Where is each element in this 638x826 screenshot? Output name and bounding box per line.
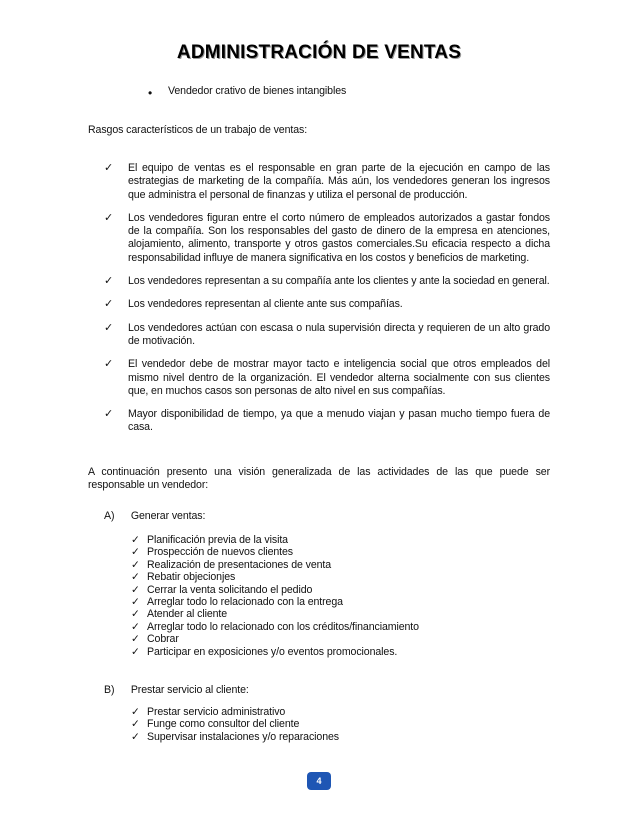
activity-text: Planificación previa de la visita: [147, 534, 288, 546]
checkmark-icon: ✓: [131, 706, 140, 718]
activity-text: Atender al cliente: [147, 608, 228, 621]
list-item: [131, 546, 419, 558]
list-item: [131, 621, 419, 633]
list-item: [131, 608, 419, 620]
activity-text: Arreglar todo lo relacionado con la entrega: [147, 596, 343, 609]
section-label: Prestar servicio al cliente:: [130, 684, 249, 696]
activities-list-generar-ventas: [131, 534, 419, 658]
activity-text: Rebatir objecionjes: [147, 571, 236, 584]
checkmark-icon: ✓: [104, 275, 114, 288]
page-title: ADMINISTRACIÓN DE VENTAS: [176, 42, 462, 63]
trait-text: Los vendedores figuran entre el corto número de empleados autorizados a gastar fondos de la compañía. Son los responsables del gasto de dinero de la empresa en atenciones, alojamiento, alimento, transporte y otros gastos comerciales.Su eficacia respecto a dicha responsabilidad influye de manera significativa en los costos y beneficios de marketing.: [128, 211, 550, 264]
section-heading-generar-ventas: [104, 510, 205, 523]
checkmark-icon: ✓: [104, 162, 114, 174]
activity-text: Realización de presentaciones de venta: [147, 558, 332, 571]
list-item: [131, 731, 339, 743]
list-item: [131, 571, 419, 583]
checkmark-icon: ✓: [131, 608, 140, 621]
intro-paragraph: A continuación presento una visión generalizada de las actividades de las que puede ser responsable un vendedor:: [88, 466, 550, 492]
checkmark-icon: ✓: [131, 534, 140, 546]
traits-heading: Rasgos característicos de un trabajo de ventas:: [88, 124, 308, 136]
checkmark-icon: ✓: [131, 596, 140, 609]
activity-text: Funge como consultor del cliente: [147, 718, 300, 731]
trait-item: [104, 162, 550, 202]
checkmark-icon: ✓: [131, 620, 140, 633]
checkmark-icon: ✓: [104, 298, 114, 311]
checkmark-icon: ✓: [131, 583, 140, 596]
activity-text: Cerrar la venta solicitando el pedido: [147, 583, 313, 596]
checkmark-icon: ✓: [131, 546, 140, 559]
checkmark-icon: ✓: [131, 633, 140, 646]
list-item: [131, 559, 419, 571]
activity-text: Cobrar: [147, 633, 179, 646]
traits-list: [104, 162, 550, 435]
subtitle-bullet-text: Vendedor crativo de bienes intangibles: [168, 85, 347, 97]
activities-list-prestar-servicio: [131, 706, 339, 743]
list-item: [131, 646, 419, 658]
activity-text: Participar en exposiciones y/o eventos promocionales.: [147, 645, 398, 658]
checkmark-icon: ✓: [131, 730, 140, 743]
activity-text: Prestar servicio administrativo: [147, 706, 286, 718]
section-letter: B): [104, 684, 115, 696]
trait-item: [104, 212, 550, 265]
list-item: [131, 718, 339, 730]
list-item: [131, 584, 419, 596]
trait-text: Los vendedores representan al cliente ante sus compañías.: [128, 298, 403, 311]
list-item: [131, 706, 339, 718]
trait-item: [104, 408, 550, 435]
trait-text: El vendedor debe de mostrar mayor tacto e inteligencia social que otros empleados del mismo nivel dentro de la organización. El vendedor alterna socialmente con sus clientes que, en muchos casos son personas de alto nivel en sus compañías.: [128, 358, 550, 397]
activity-text: Supervisar instalaciones y/o reparaciones: [147, 730, 339, 743]
checkmark-icon: ✓: [104, 321, 114, 334]
list-item: [131, 633, 419, 645]
checkmark-icon: ✓: [131, 571, 140, 584]
trait-item: [104, 298, 550, 311]
page-number-badge: 4: [307, 772, 331, 790]
activity-text: Arreglar todo lo relacionado con los créditos/financiamiento: [147, 620, 419, 633]
section-letter: A): [104, 510, 115, 522]
trait-item: [104, 358, 550, 398]
checkmark-icon: ✓: [131, 558, 140, 571]
bullet-icon: •: [148, 86, 153, 100]
checkmark-icon: ✓: [104, 358, 114, 371]
section-heading-prestar-servicio: [104, 684, 249, 697]
trait-text: Los vendedores representan a su compañía ante los clientes y ante la sociedad en general.: [128, 275, 550, 288]
section-label: Generar ventas:: [130, 510, 206, 522]
list-item: [131, 596, 419, 608]
trait-text: Los vendedores actúan con escasa o nula supervisión directa y requieren de un alto grado de motivación.: [128, 321, 550, 347]
checkmark-icon: ✓: [104, 211, 114, 224]
list-item: [131, 534, 419, 546]
trait-text: Mayor disponibilidad de tiempo, ya que a menudo viajan y pasan mucho tiempo fuera de casa.: [128, 408, 550, 434]
checkmark-icon: ✓: [104, 408, 114, 421]
trait-item: [104, 322, 550, 349]
checkmark-icon: ✓: [131, 645, 140, 658]
activity-text: Prospección de nuevos clientes: [147, 546, 293, 559]
checkmark-icon: ✓: [131, 718, 140, 731]
trait-item: [104, 275, 550, 288]
trait-text: El equipo de ventas es el responsable en gran parte de la ejecución en campo de las estrategias de marketing de la compañía. Más aún, los vendedores generan los ingresos que administra el personal de finanzas y utiliza el personal de producción.: [128, 162, 550, 201]
